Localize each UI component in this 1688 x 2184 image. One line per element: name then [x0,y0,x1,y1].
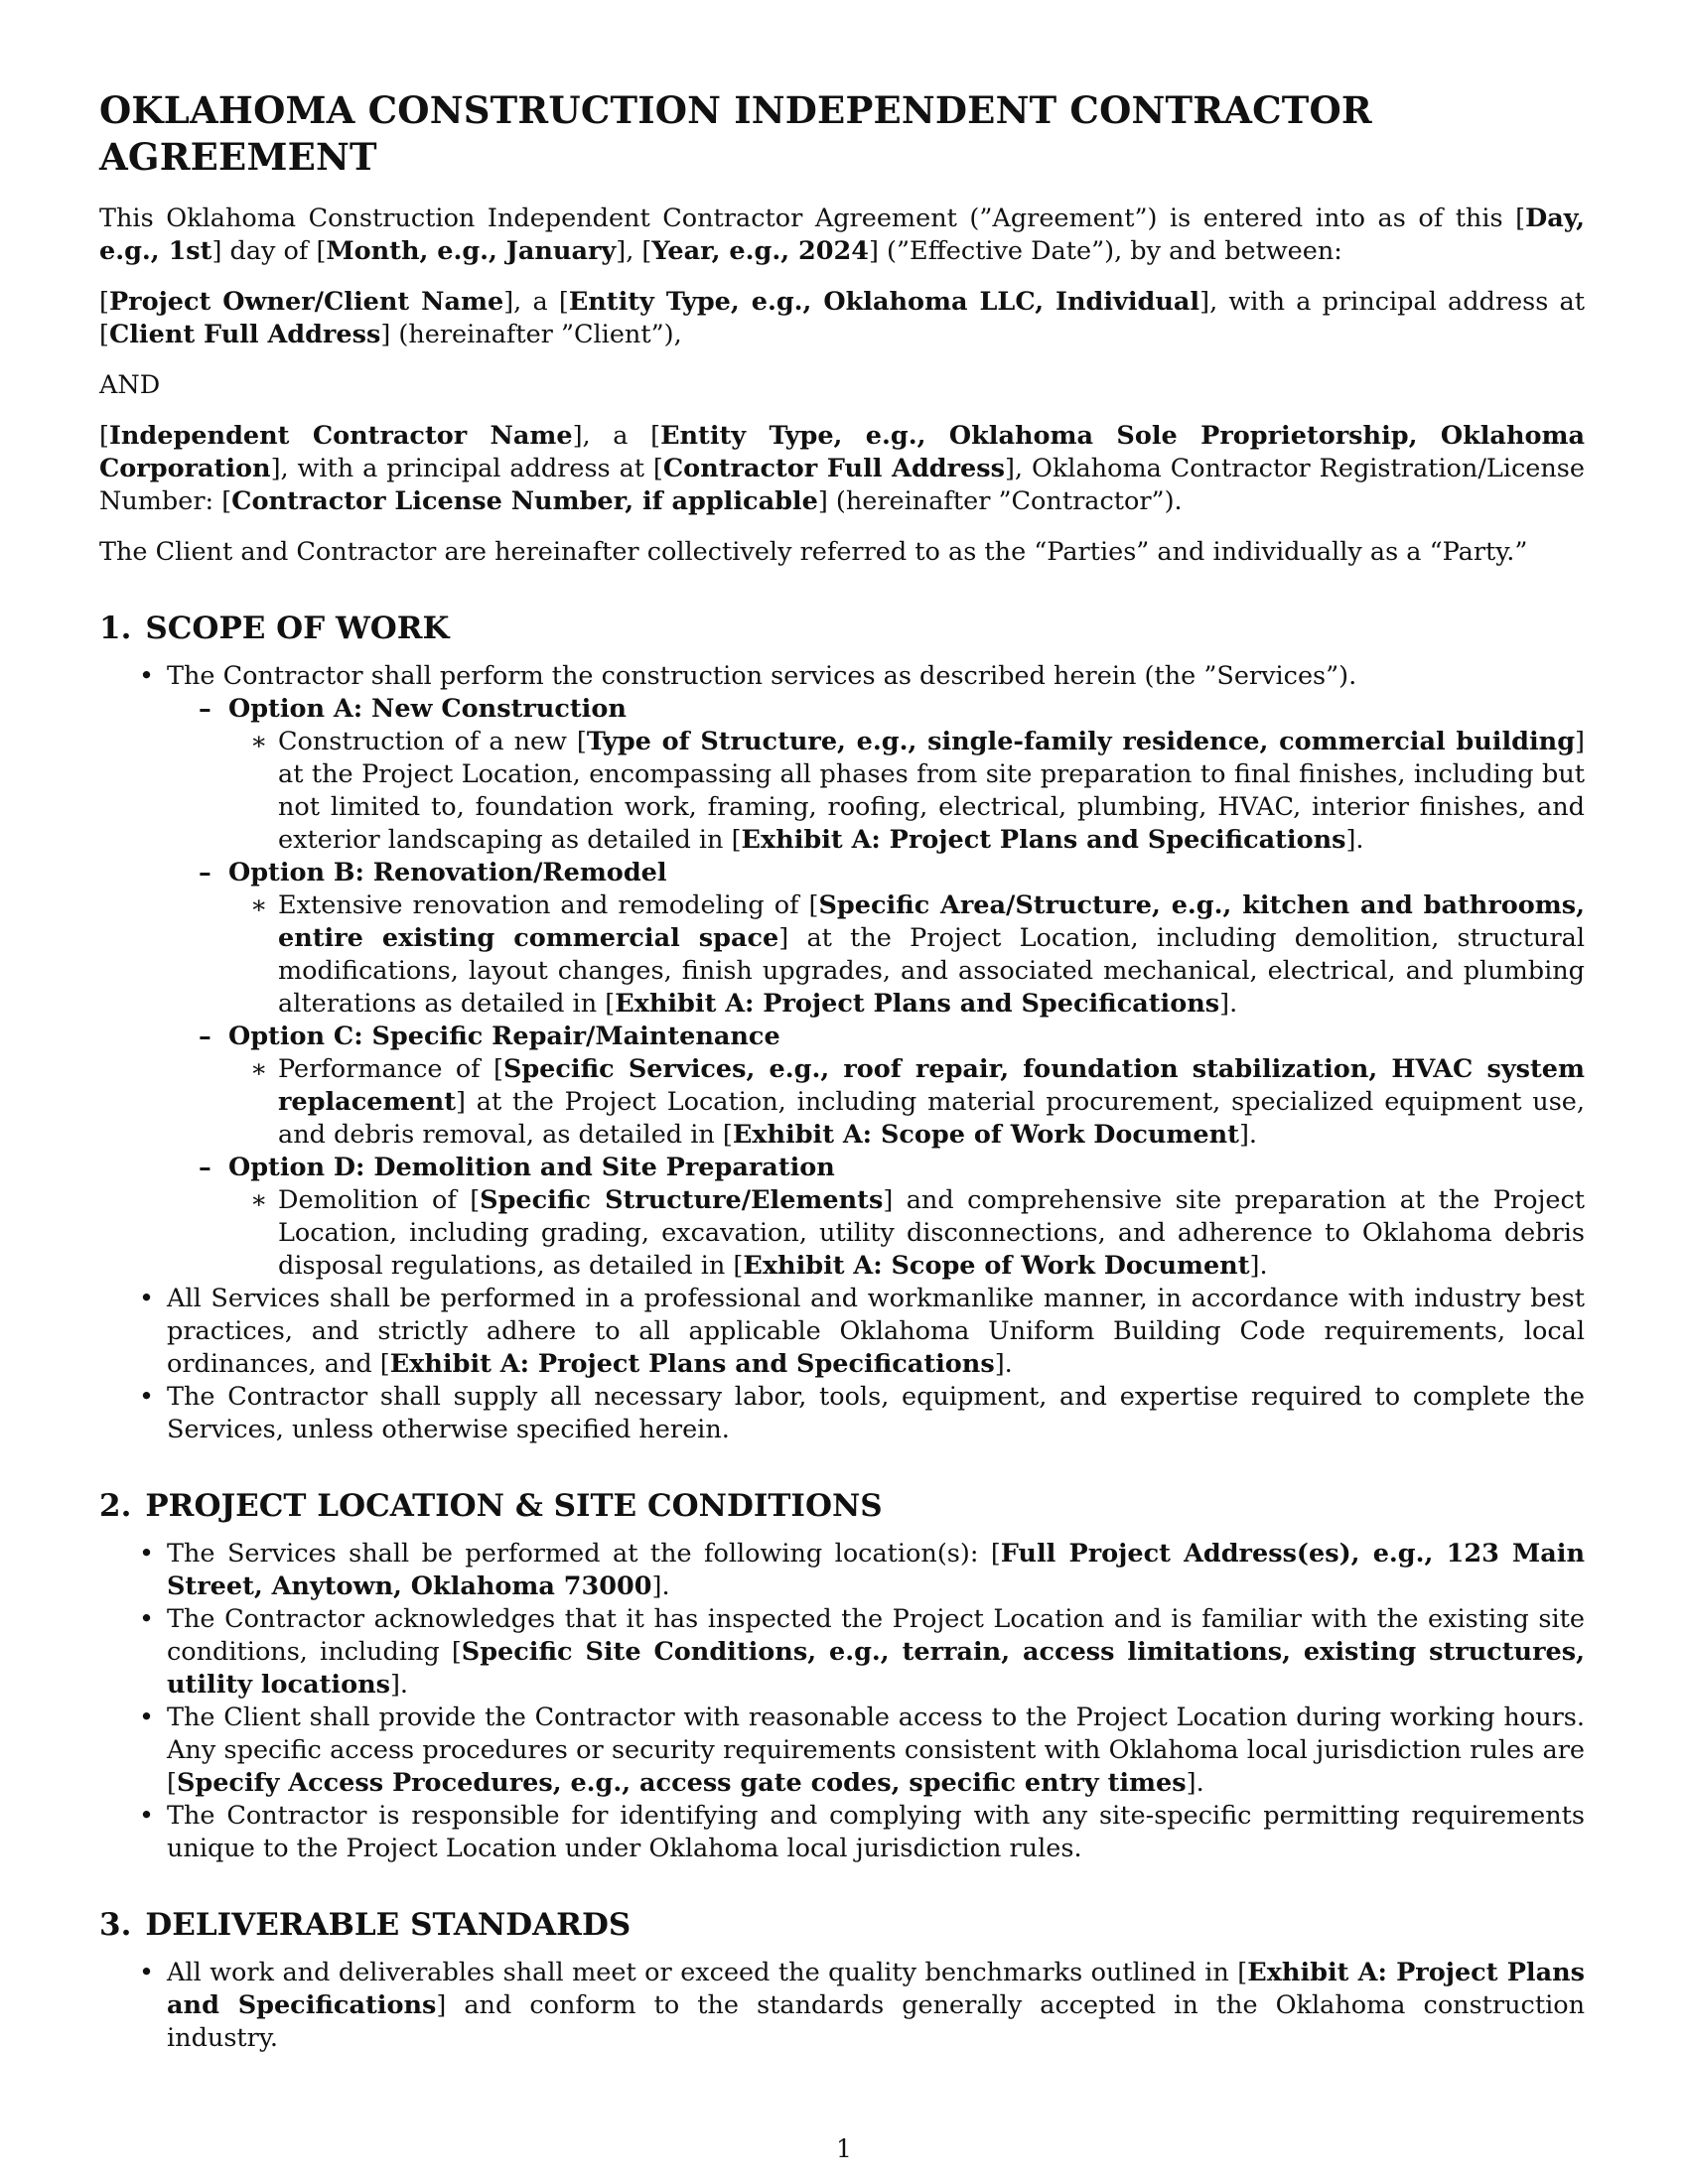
section-title: SCOPE OF WORK [145,611,450,646]
option-detail [278,889,1585,1021]
option-list [167,693,1585,1283]
contractor-text: ], a [ [572,421,661,451]
list-item [99,1283,1585,1381]
option-item [99,693,1585,857]
list-item: • The Contractor is responsible for identifying and complying with any site-specific permitting requirements unique to the Project Location under Oklahoma local jurisdiction rules. [99,1800,1585,1865]
option-detail-list [161,889,1585,1021]
document-page [99,87,1585,2055]
option-placeholder: Specific Structure/Elements [480,1185,884,1215]
month-placeholder: Month, e.g., January [326,236,617,266]
contractor-text: ], Oklahoma Contractor Registration/License Number: [ [99,454,1585,516]
and-separator: AND [99,370,161,400]
option-text: ] and comprehensive site preparation at the Project Location, including grading, excavation, utility disconnections, and adherence to Oklahoma debris disposal regulations, as detailed in [ [278,1185,1586,1281]
option-item [99,1021,1585,1152]
list-item-text: ]. [389,1670,409,1700]
list-item: • The Contractor shall supply all necessary labor, tools, equipment, and expertise required to complete the Services, unless otherwise specified herein. [99,1381,1585,1446]
parties-paragraph: The Client and Contractor are hereinafter collectively referred to as the “Parties” and individually as a “Party.” [99,537,1528,567]
option-detail-list [161,1053,1585,1152]
option-detail [278,1184,1585,1283]
option-text: ]. [1238,1120,1258,1150]
option-placeholder: Specific Area/Structure, e.g., kitchen and bathrooms, entire existing commercial space [278,890,1585,953]
section-title: PROJECT LOCATION & SITE CONDITIONS [145,1488,883,1524]
option-text: Construction of a new [ [278,727,587,756]
list-item [99,1538,1585,1603]
exhibit-reference: Exhibit A: Project Plans and Specifications [741,825,1346,855]
option-text: Performance of [ [278,1054,503,1084]
list-item [99,1603,1585,1702]
section-title: DELIVERABLE STANDARDS [145,1907,632,1943]
option-placeholder: Type of Structure, e.g., single-family residence, commercial building [586,727,1576,756]
contractor-name-placeholder: Independent Contractor Name [108,421,573,451]
list-item-text: ] and conform to the standards generally accepted in the Oklahoma construction industry. [167,1990,1585,2053]
client-name-placeholder: Project Owner/Client Name [108,287,504,317]
intro-text: ], [ [616,236,652,266]
list-item-text: The Contractor shall perform the construction services as described herein (the ”Services”). [167,661,1357,691]
option-detail-list [161,1184,1585,1283]
exhibit-reference: Exhibit A: Scope of Work Document [732,1120,1239,1150]
list-item [99,1957,1585,2055]
contractor-text: [ [99,421,109,451]
list-item-text: All Services shall be performed in a professional and workmanlike manner, in accordance with industry best practices, and strictly adhere to all applicable Oklahoma Uniform Building Code requirements, local ordinances, and [ [167,1284,1585,1379]
list-item [99,1702,1585,1800]
intro-text: This Oklahoma Construction Independent Contractor Agreement (”Agreement”) is entered into as of this [ [99,204,1526,233]
section-number: 3. [99,1907,132,1943]
contractor-address-placeholder: Contractor Full Address [662,454,1005,483]
client-address-placeholder: Client Full Address [108,320,381,349]
location-list [99,1538,1585,1865]
option-text: ] at the Project Location, including demolition, structural modifications, layout changes, finish upgrades, and associated mechanical, electrical, and plumbing alterations as detailed in [ [278,923,1585,1019]
section-number: 1. [99,611,132,646]
exhibit-reference: Exhibit A: Project Plans and Specifications [389,1349,995,1379]
contractor-license-placeholder: Contractor License Number, if applicable [231,486,818,516]
option-text: ]. [1345,825,1364,855]
access-procedures-placeholder: Specify Access Procedures, e.g., access gate codes, specific entry times [176,1768,1187,1798]
option-b-label: – Option B: Renovation/Remodel [228,857,1585,889]
option-detail [278,726,1585,857]
client-paragraph [99,286,1585,351]
client-text: ] (hereinafter ”Client”), [380,320,682,349]
option-detail-list [161,726,1585,857]
client-text: ], a [ [503,287,569,317]
option-text: Extensive renovation and remodeling of [ [278,890,819,920]
option-text: ]. [1249,1251,1268,1281]
client-text: [ [99,287,109,317]
option-detail [278,1053,1585,1152]
intro-text: ] (”Effective Date”), by and between: [868,236,1342,266]
section-heading-deliverables [99,1905,1585,1945]
document-title: OKLAHOMA CONSTRUCTION INDEPENDENT CONTRACTOR AGREEMENT [99,88,1372,179]
client-text: ], with a principal address at [ [99,287,1585,349]
exhibit-reference: Exhibit A: Project Plans and Specifications [615,989,1220,1019]
page-number: 1 [836,2134,852,2163]
option-a-label: – Option A: New Construction [228,693,1585,726]
list-item-text: All work and deliverables shall meet or exceed the quality benchmarks outlined in [ [167,1958,1248,1987]
contractor-text: ] (hereinafter ”Contractor”). [817,486,1183,516]
intro-text: ] day of [ [211,236,327,266]
deliverables-list [99,1957,1585,2055]
option-placeholder: Specific Services, e.g., roof repair, foundation stabilization, HVAC system replacement [278,1054,1585,1117]
list-item-text: ]. [1186,1768,1204,1798]
site-conditions-placeholder: Specific Site Conditions, e.g., terrain, access limitations, existing structures, utility locations [167,1637,1585,1700]
section-heading-scope [99,609,1585,648]
exhibit-reference: Exhibit A: Project Plans and Specifications [167,1958,1585,2020]
list-item-text: The Services shall be performed at the following location(s): [ [167,1539,1001,1569]
list-item-text: ]. [651,1571,670,1601]
scope-list [99,660,1585,1446]
contractor-entity-placeholder: Entity Type, e.g., Oklahoma Sole Proprietorship, Oklahoma Corporation [99,421,1586,483]
day-placeholder: Day, e.g., 1st [99,204,1585,266]
option-text: ]. [1219,989,1238,1019]
option-item [99,857,1585,1021]
year-placeholder: Year, e.g., 2024 [651,236,869,266]
contractor-text: ], with a principal address at [ [270,454,663,483]
contractor-paragraph [99,420,1585,518]
option-text: ] at the Project Location, including material procurement, specialized equipment use, and debris removal, as detailed in [ [278,1087,1585,1150]
option-text: Demolition of [ [278,1185,481,1215]
client-entity-placeholder: Entity Type, e.g., Oklahoma LLC, Individual [568,287,1200,317]
option-text: ] at the Project Location, encompassing all phases from site preparation to final finishes, including but not limited to, foundation work, framing, roofing, electrical, plumbing, HVAC, interior finishes, and exterior landscaping as detailed in [ [278,727,1585,855]
section-heading-location [99,1486,1585,1526]
list-item [99,660,1585,1283]
option-item [99,1152,1585,1283]
option-d-label: – Option D: Demolition and Site Preparation [228,1152,1585,1184]
exhibit-reference: Exhibit A: Scope of Work Document [743,1251,1250,1281]
section-number: 2. [99,1488,132,1524]
list-item-text: The Client shall provide the Contractor with reasonable access to the Project Location during working hours. Any specific access procedures or security requirements consistent with Oklahoma local jurisdiction rules are [ [167,1703,1585,1798]
list-item-text: The Contractor acknowledges that it has inspected the Project Location and is familiar with the existing site conditions, including [ [167,1604,1585,1667]
list-item-text: ]. [994,1349,1013,1379]
intro-paragraph [99,203,1585,268]
option-c-label: – Option C: Specific Repair/Maintenance [228,1021,1585,1053]
address-placeholder: Full Project Address(es), e.g., 123 Main Street, Anytown, Oklahoma 73000 [167,1539,1585,1601]
